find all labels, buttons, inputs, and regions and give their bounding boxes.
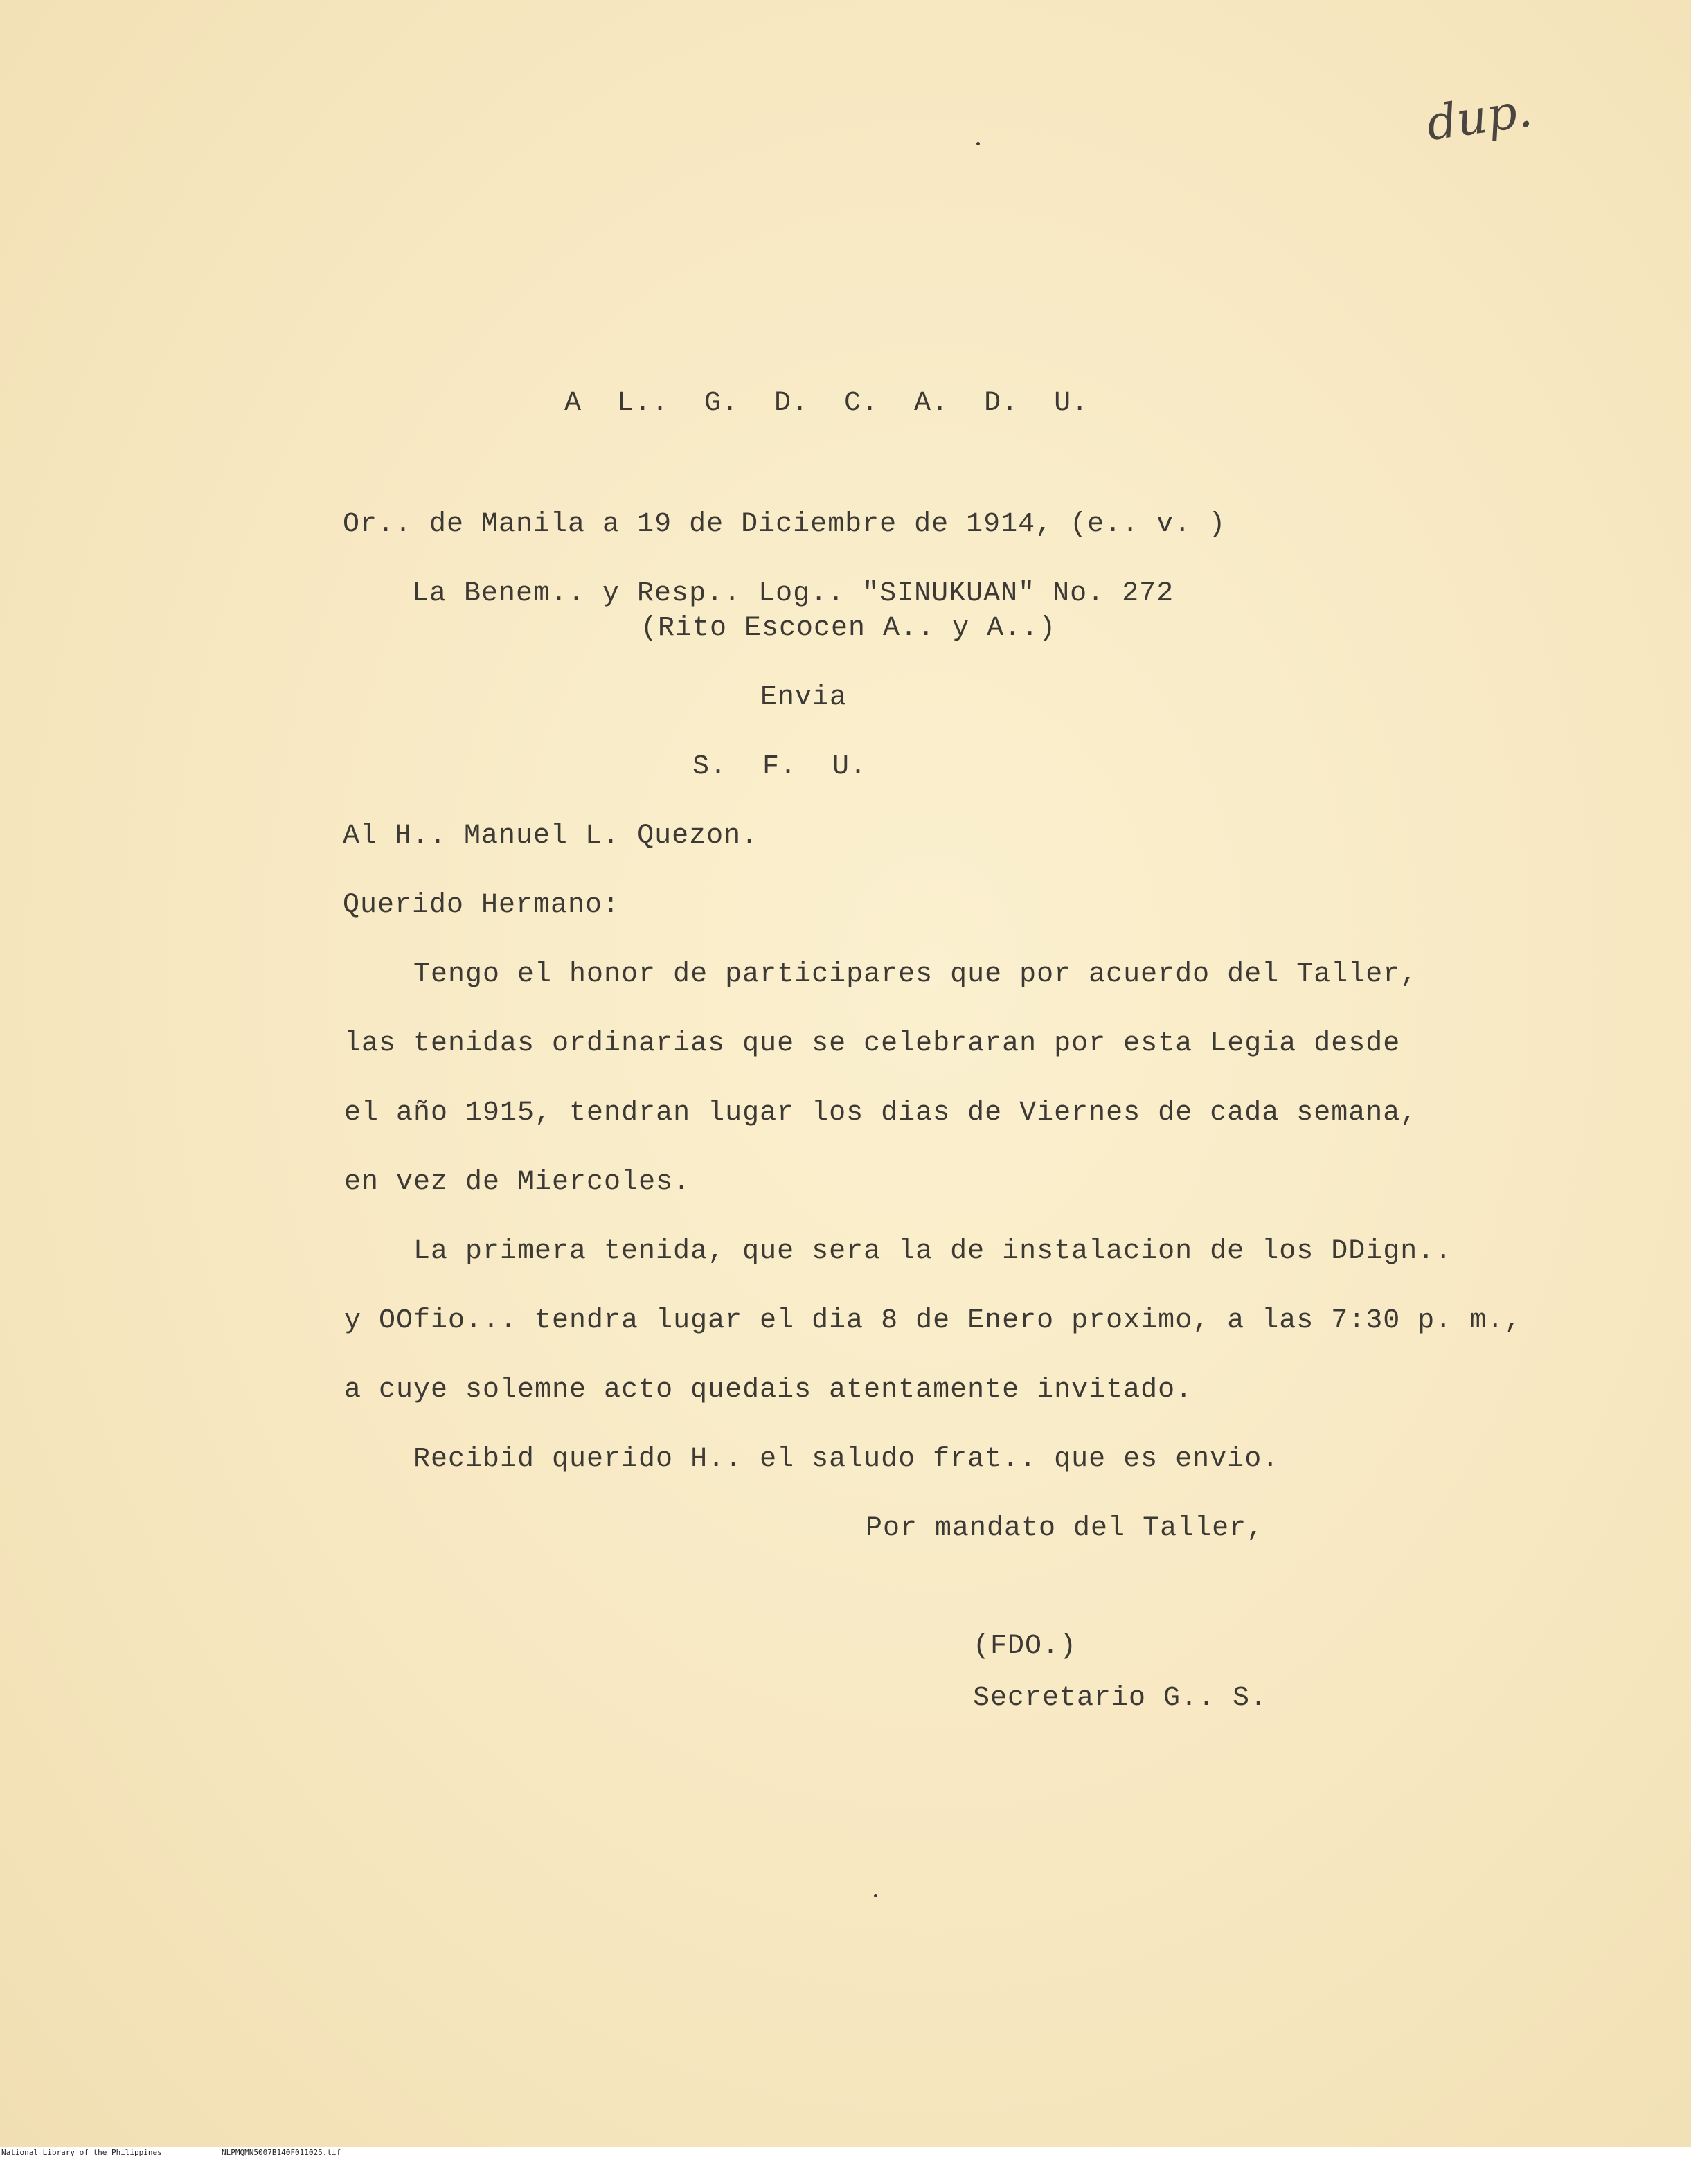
library-credit: National Library of the Philippines <box>1 2148 162 2157</box>
by-order-line: Por mandato del Taller, <box>866 1513 1264 1544</box>
handwritten-annotation: dup. <box>1423 82 1536 152</box>
rite-line: (Rito Escocen A.. y A..) <box>641 613 1057 644</box>
signed-mark: (FDO.) <box>973 1631 1077 1662</box>
ink-speck <box>976 142 980 145</box>
letter-heading: A L.. G. D. C. A. D. U. <box>564 388 1089 419</box>
recipient-line: Al H.. Manuel L. Quezon. <box>343 821 759 852</box>
sends-line: Envia <box>760 682 848 713</box>
place-date-line: Or.. de Manila a 19 de Diciembre de 1914, (e.. v. ) <box>343 509 1226 540</box>
signatory: Secretario G.. S. <box>973 1683 1268 1714</box>
body-line: a cuye solemne acto quedais atentamente invitado. <box>344 1375 1193 1406</box>
body-line: el año 1915, tendran lugar los dias de Viernes de cada semana, <box>344 1098 1418 1129</box>
body-line: La primera tenida, que sera la de instalacion de los DDign.. <box>413 1236 1453 1267</box>
ink-speck <box>874 1894 877 1897</box>
body-line: Tengo el honor de participares que por acuerdo del Taller, <box>413 959 1418 990</box>
closing-line: Recibid querido H.. el saludo frat.. que es envio. <box>413 1444 1280 1475</box>
greeting-abbreviation: S. F. U. <box>692 751 868 782</box>
scan-footer <box>0 2147 1691 2159</box>
body-line: y OOfio... tendra lugar el dia 8 de Enero proximo, a las 7:30 p. m., <box>344 1305 1522 1336</box>
file-identifier: NLPMQMN5007B140F011025.tif <box>222 2148 341 2157</box>
body-line: las tenidas ordinarias que se celebraran por esta Legia desde <box>344 1028 1401 1059</box>
lodge-line: La Benem.. y Resp.. Log.. "SINUKUAN" No. 272 <box>412 578 1174 609</box>
body-line: en vez de Miercoles. <box>344 1167 691 1198</box>
salutation: Querido Hermano: <box>343 890 620 921</box>
